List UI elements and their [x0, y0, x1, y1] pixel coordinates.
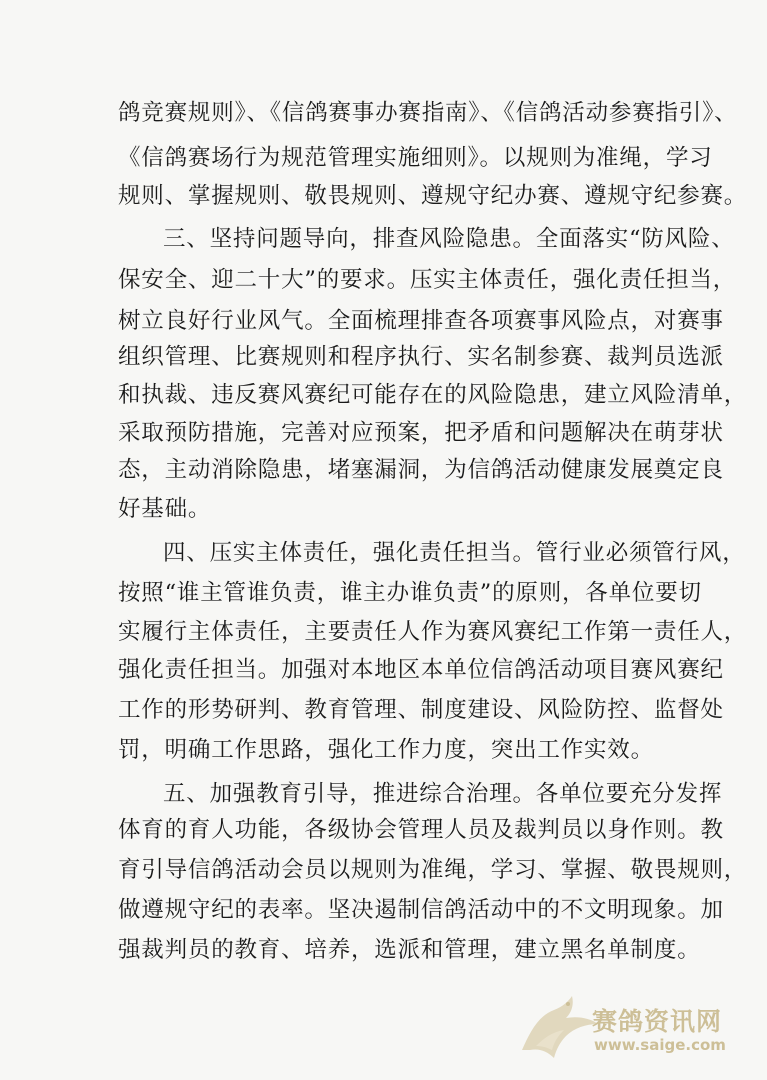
site-watermark	[516, 992, 756, 1064]
section-5-heading-line: 五、加强教育引导，推进综合治理。各单位要充分发挥	[163, 781, 723, 807]
text-line: 强裁判员的教育、培养，选派和管理，建立黑名单制度。	[118, 937, 701, 963]
text-line: 鸽竞赛规则》、《信鸽赛事办赛指南》、《信鸽活动参赛指引》、	[118, 100, 738, 126]
text-line: 组织管理、比赛规则和程序执行、实名制参赛、裁判员选派	[118, 344, 724, 370]
section-3-heading-line: 三、坚持问题导向，排查风险隐患。全面落实“防风险、	[163, 226, 735, 252]
text-line: 育引导信鸽活动会员以规则为准绳，学习、掌握、敬畏规则，	[118, 857, 748, 883]
text-line: 体育的育人功能，各级协会管理人员及裁判员以身作则。教	[118, 817, 724, 843]
text-line: 强化责任担当。加强对本地区本单位信鸽活动项目赛风赛纪	[118, 657, 724, 683]
watermark-url: www.saige.com	[594, 1036, 726, 1054]
text-line: 树立良好行业风气。全面梳理排查各项赛事风险点，对赛事	[118, 308, 724, 334]
text-line: 态，主动消除隐患，堵塞漏洞，为信鸽活动健康发展奠定良	[118, 457, 724, 483]
text-line: 按照“谁主管谁负责，谁主办谁负责”的原则，各单位要切	[118, 580, 702, 606]
text-line: 罚，明确工作思路，强化工作力度，突出工作实效。	[118, 737, 654, 763]
watermark-site-name: 赛鸽资讯网	[592, 1007, 723, 1036]
text-line: 采取预防措施，完善对应预案，把矛盾和问题解决在萌芽状	[118, 420, 724, 446]
text-line: 保安全、迎二十大”的要求。压实主体责任，强化责任担当，	[118, 267, 737, 293]
text-line: 工作的形势研判、教育管理、制度建设、风险防控、监督处	[118, 697, 724, 723]
text-line: 实履行主体责任，主要责任人作为赛风赛纪工作第一责任人，	[118, 619, 748, 645]
text-line: 好基础。	[118, 496, 212, 522]
text-line: 和执裁、违反赛风赛纪可能存在的风险隐患，建立风险清单，	[118, 382, 748, 408]
text-line: 规则、掌握规则、敬畏规则、遵规守纪办赛、遵规守纪参赛。	[118, 183, 748, 209]
pigeon-logo-icon	[516, 992, 602, 1064]
text-line: 做遵规守纪的表率。坚决遏制信鸽活动中的不文明现象。加	[118, 897, 724, 923]
text-line: 《信鸽赛场行为规范管理实施细则》。以规则为准绳，学习	[118, 145, 713, 171]
section-4-heading-line: 四、压实主体责任，强化责任担当。管行业必须管行风，	[163, 540, 746, 566]
